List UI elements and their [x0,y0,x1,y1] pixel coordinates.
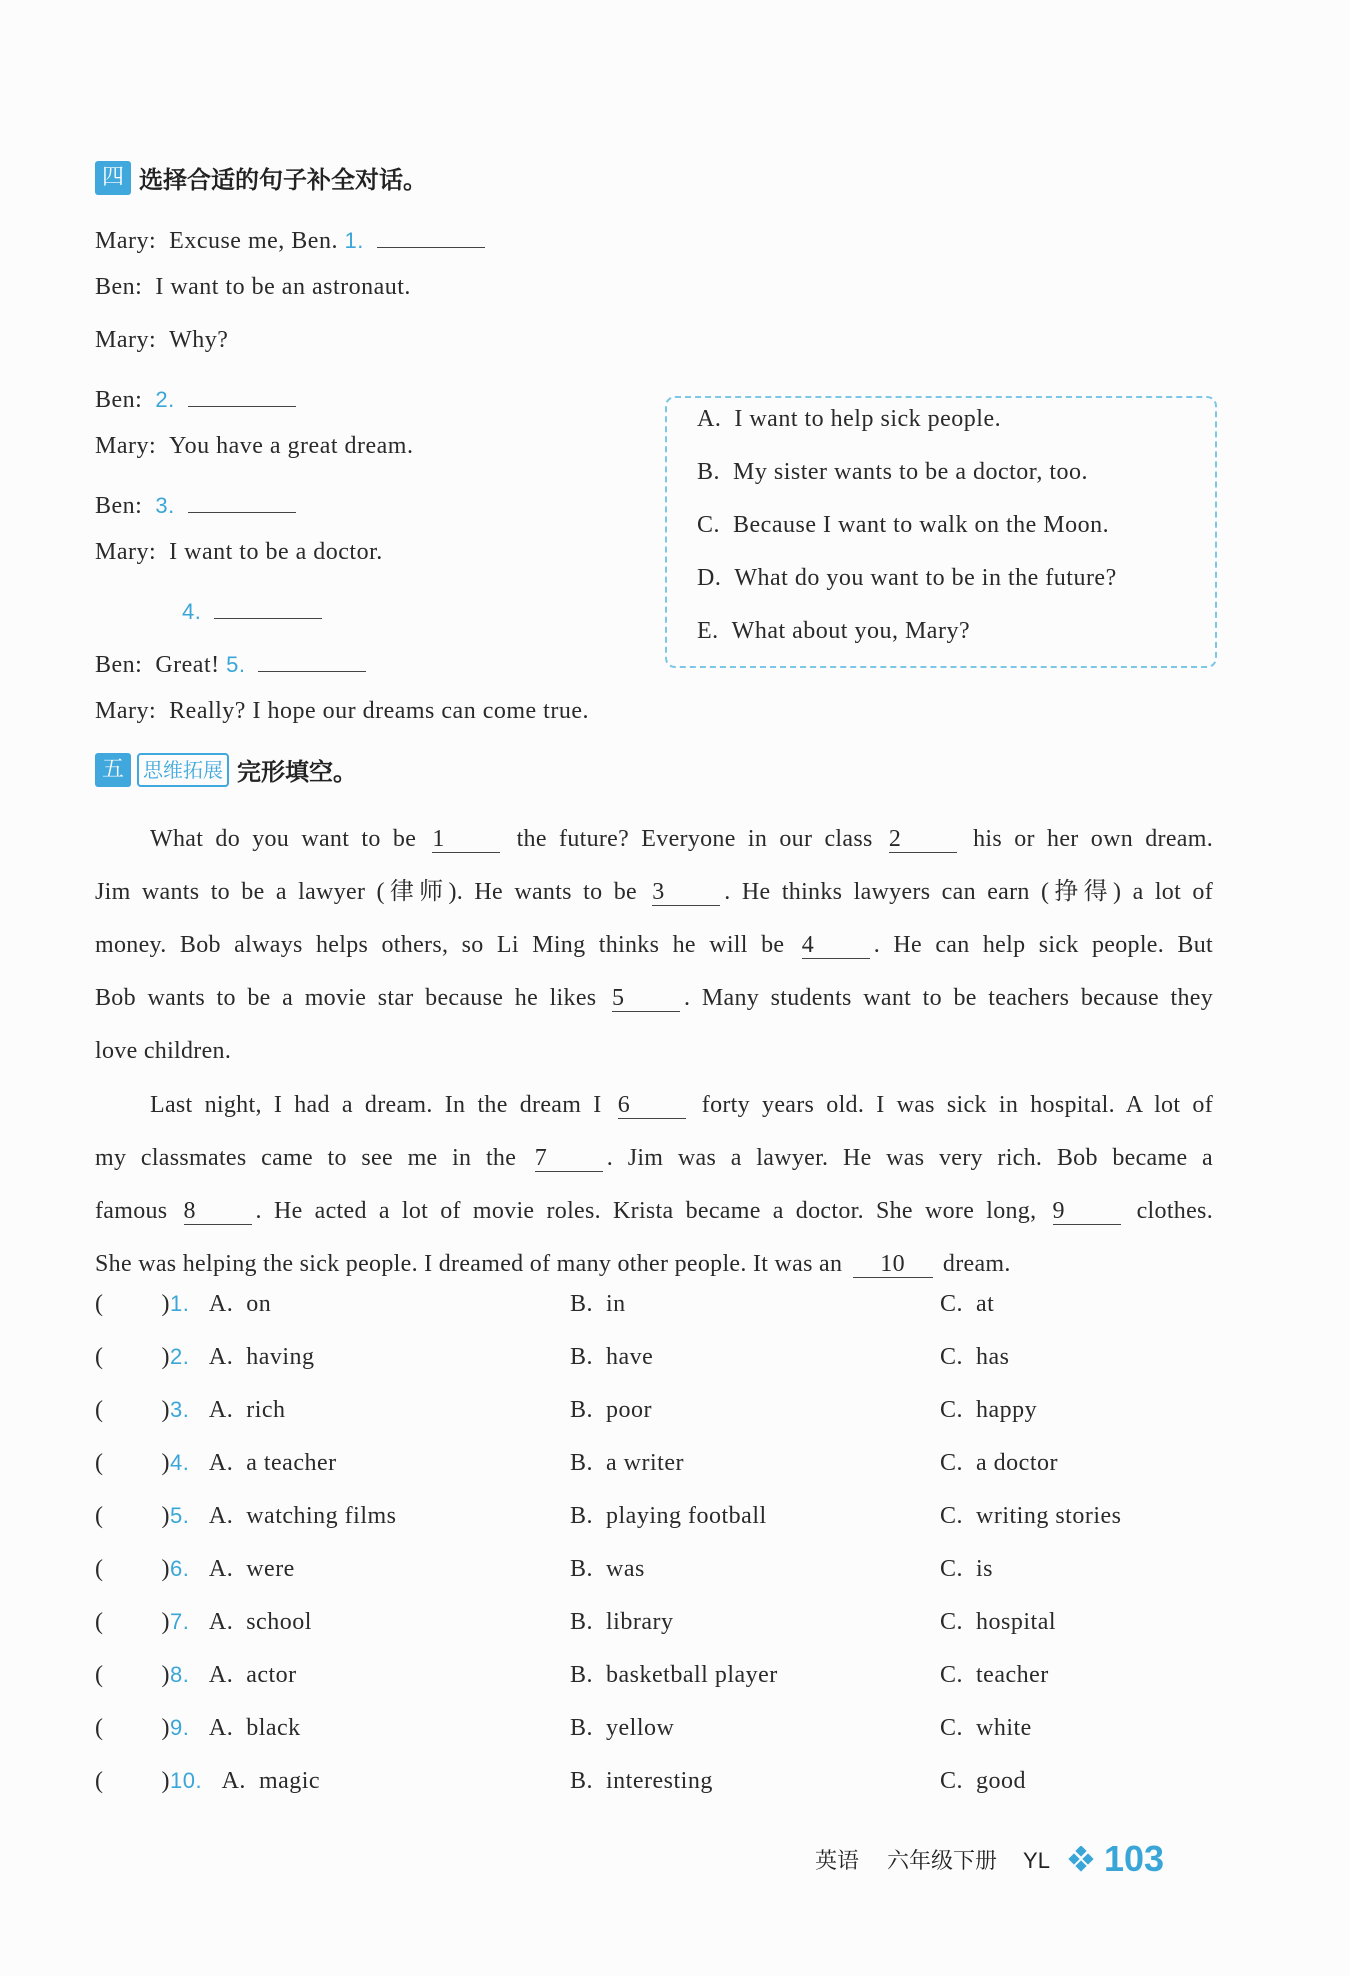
question-option-b[interactable] [570,1715,674,1742]
cloze-blank[interactable]: 4 [802,932,870,959]
question-option-c[interactable] [940,1609,1056,1636]
passage-text: the future? Everyone in our class [504,826,885,852]
question-option-b[interactable] [570,1344,653,1371]
speaker-label: Mary: [95,698,157,724]
blank-number: 2. [155,387,175,412]
option-a[interactable]: a teacher [246,1450,337,1476]
option-b-label: B. [570,1503,594,1529]
passage-text: love children. [95,1038,232,1064]
speaker-label: Ben: [95,387,143,413]
option-c[interactable]: good [976,1768,1027,1794]
passage-text: Jim wants to be a lawyer (律师). He wants to be [95,879,649,905]
option-c[interactable]: is [976,1556,994,1582]
option-c-label: C. [940,1344,964,1370]
footer-grade: 六年级下册 [887,1849,998,1874]
option-a[interactable]: actor [246,1662,297,1688]
paren-close: ) [161,1715,170,1741]
speaker-label: Ben: [95,274,143,300]
option-a-label: A. [208,1556,234,1582]
dialogue-line [95,645,366,679]
question-row [95,1291,271,1318]
paren-close: ) [161,1450,170,1476]
question-option-c[interactable] [940,1503,1122,1530]
question-row [95,1450,337,1477]
option-c[interactable]: at [976,1291,995,1317]
dialogue-line [95,380,296,414]
paren-open: ( [95,1503,104,1529]
answer-blank[interactable] [377,221,485,248]
blank-number: 1. [344,228,364,253]
question-number: 1. [170,1291,190,1316]
option-a-label: A. [208,1503,234,1529]
question-option-b[interactable] [570,1503,767,1530]
passage-line [95,1025,1213,1078]
passage-line [150,813,1213,866]
question-option-c[interactable] [940,1715,1032,1742]
option-letter: C. [697,512,721,538]
passage-line [150,1079,1213,1132]
passage-text: . He acted a lot of movie roles. Krista became a doctor. She wore long, [255,1198,1049,1224]
paren-open: ( [95,1397,104,1423]
option-text: What about you, Mary? [731,618,971,644]
question-option-b[interactable] [570,1768,713,1795]
answer-blank[interactable] [214,592,322,619]
dialogue-line [95,539,389,566]
passage-text: She was helping the sick people. I dreamed of many other people. It was an [95,1251,849,1277]
passage-line [95,1238,1213,1291]
option-item [697,565,1117,592]
dialogue-line [95,221,485,255]
option-c[interactable]: teacher [976,1662,1049,1688]
passage-text: forty years old. I was sick in hospital. A lot of [689,1092,1214,1118]
paren-open: ( [95,1556,104,1582]
cloze-blank[interactable]: 3 [652,879,720,906]
blank-number: 3. [155,493,175,518]
option-item [697,459,1088,486]
option-c-label: C. [940,1768,964,1794]
blank-number: 5. [226,652,246,677]
option-b[interactable]: playing football [606,1503,767,1529]
option-a[interactable]: magic [258,1768,321,1794]
passage-text: . He thinks lawyers can earn (挣得) a lot of [724,879,1213,905]
paren-open: ( [95,1291,104,1317]
speaker-label: Mary: [95,433,157,459]
option-item [697,406,1001,433]
question-option-c[interactable] [940,1397,1037,1424]
option-c-label: C. [940,1450,964,1476]
option-c-label: C. [940,1291,964,1317]
passage-line [95,972,1213,1025]
question-option-c[interactable] [940,1450,1058,1477]
option-c[interactable]: hospital [976,1609,1057,1635]
option-letter: D. [697,565,722,591]
section-4-title: 选择合适的句子补全对话。 [139,166,427,194]
question-option-c[interactable] [940,1556,993,1583]
question-number: 5. [170,1503,190,1528]
option-a[interactable]: were [246,1556,295,1582]
option-c-label: C. [940,1503,964,1529]
question-option-b[interactable] [570,1450,684,1477]
option-item [697,618,970,645]
option-letter: E. [697,618,719,644]
paren-open: ( [95,1715,104,1741]
option-a-label: A. [208,1662,234,1688]
footer-edition: YL [1023,1848,1050,1873]
option-c[interactable]: a doctor [976,1450,1058,1476]
question-option-b[interactable] [570,1397,652,1424]
question-number: 6. [170,1556,190,1581]
option-b[interactable]: in [606,1291,626,1317]
footer-subject: 英语 [815,1849,860,1874]
dialogue-line [95,698,596,725]
option-c[interactable]: writing stories [976,1503,1122,1529]
option-b-label: B. [570,1609,594,1635]
passage-text: famous [95,1198,180,1224]
passage-text: his or her own dream. [960,826,1213,852]
answer-blank[interactable] [188,486,296,513]
question-row [95,1397,286,1424]
option-b[interactable]: was [606,1556,645,1582]
cloze-blank[interactable]: 5 [612,985,680,1012]
dialogue-line [95,327,235,354]
passage-line [95,1185,1213,1238]
passage-text: . He can help sick people. But [873,932,1213,958]
paren-close: ) [161,1344,170,1370]
speaker-label: Mary: [95,228,157,254]
section-4-header [95,160,427,195]
cloze-blank[interactable]: 2 [889,826,957,853]
option-a-label: A. [208,1291,234,1317]
option-b-label: B. [570,1556,594,1582]
option-a-label: A. [221,1768,246,1794]
section-5-title: 完形填空。 [237,758,357,786]
option-c[interactable]: white [976,1715,1032,1741]
question-number: 3. [170,1397,190,1422]
answer-blank[interactable] [258,645,366,672]
option-a[interactable]: watching films [246,1503,397,1529]
question-row [95,1768,320,1795]
paren-close: ) [161,1662,170,1688]
option-text: What do you want to be in the future? [734,565,1117,591]
option-a-label: A. [208,1397,234,1423]
passage-text: Bob wants to be a movie star because he likes [95,985,608,1011]
passage-line [95,919,1213,972]
paren-close: ) [161,1291,170,1317]
question-number: 8. [170,1662,190,1687]
option-b[interactable]: a writer [606,1450,684,1476]
question-row [95,1715,301,1742]
option-b-label: B. [570,1662,594,1688]
passage-text: . Many students want to be teachers because they [683,985,1213,1011]
speaker-label: Ben: [95,493,143,519]
option-text: My sister wants to be a doctor, too. [733,459,1088,485]
dialogue-line [95,274,417,301]
passage-text: money. Bob always helps others, so Li Ming thinks he will be [95,932,798,958]
dialogue-text: You have a great dream. [169,433,414,459]
page-number: 103 [1103,1838,1165,1879]
section-5-header [95,752,357,787]
option-c-label: C. [940,1556,964,1582]
passage-text: clothes. [1124,1198,1213,1224]
section-4-badge: 四 [95,161,131,195]
option-a[interactable]: having [246,1344,315,1370]
option-letter: A. [697,406,722,432]
option-b-label: B. [570,1768,594,1794]
option-b[interactable]: poor [606,1397,653,1423]
thinking-tag: 思维拓展 [137,753,229,787]
paren-close: ) [161,1768,170,1794]
answer-blank[interactable] [188,380,296,407]
passage-text: . Jim was a lawyer. He was very rich. Bob became a [606,1145,1213,1171]
paren-open: ( [95,1344,104,1370]
passage-line [95,866,1213,919]
paren-close: ) [161,1609,170,1635]
option-c-label: C. [940,1715,964,1741]
option-c[interactable]: happy [976,1397,1038,1423]
cloze-blank[interactable]: 6 [618,1092,686,1119]
option-b-label: B. [570,1344,594,1370]
question-option-c[interactable] [940,1768,1026,1795]
option-a[interactable]: on [246,1291,272,1317]
option-b[interactable]: library [606,1609,674,1635]
option-b-label: B. [570,1291,594,1317]
option-b[interactable]: yellow [606,1715,675,1741]
paren-close: ) [161,1556,170,1582]
option-c-label: C. [940,1662,964,1688]
question-number: 7. [170,1609,190,1634]
dialogue-line [95,486,296,520]
question-option-c[interactable] [940,1291,994,1318]
option-text: Because I want to walk on the Moon. [733,512,1110,538]
question-number: 10. [170,1768,203,1793]
question-row [95,1609,312,1636]
option-a[interactable]: black [246,1715,301,1741]
question-option-c[interactable] [940,1662,1049,1689]
paren-open: ( [95,1450,104,1476]
option-item [697,512,1109,539]
option-a-label: A. [208,1609,234,1635]
option-letter: B. [697,459,721,485]
dialogue-text: Really? I hope our dreams can come true. [169,698,589,724]
option-c-label: C. [940,1397,964,1423]
question-row [95,1556,295,1583]
dialogue-text: I want to be a doctor. [169,539,383,565]
passage-text: my classmates came to see me in the [95,1145,531,1171]
speaker-label: Mary: [95,327,157,353]
dialogue-text: Why? [169,327,229,353]
option-text: I want to help sick people. [734,406,1002,432]
question-number: 9. [170,1715,190,1740]
option-c[interactable]: has [976,1344,1010,1370]
option-c-label: C. [940,1609,964,1635]
diamond-icon [1068,1846,1094,1872]
option-b-label: B. [570,1715,594,1741]
option-b[interactable]: basketball player [606,1662,778,1688]
cloze-blank[interactable]: 10 [853,1251,933,1278]
option-a-label: A. [208,1715,234,1741]
blank-number: 4. [182,599,202,624]
option-a-label: A. [208,1344,234,1370]
speaker-label: Mary: [95,539,157,565]
passage-text: Last night, I had a dream. In the dream I [150,1092,614,1118]
dialogue-line [95,433,420,460]
option-b-label: B. [570,1397,594,1423]
dialogue-text: Excuse me, Ben. [169,228,338,254]
paren-close: ) [161,1503,170,1529]
section-5-badge: 五 [95,753,131,787]
passage-text: dream. [936,1251,1011,1277]
question-row [95,1503,397,1530]
cloze-blank[interactable]: 9 [1053,1198,1121,1225]
speaker-label: Ben: [95,652,143,678]
dialogue-text: Great! [155,652,220,678]
question-option-b[interactable] [570,1556,645,1583]
question-option-b[interactable] [570,1662,778,1689]
question-number: 4. [170,1450,190,1475]
question-option-b[interactable] [570,1609,674,1636]
question-number: 2. [170,1344,190,1369]
option-a-label: A. [208,1450,234,1476]
cloze-blank[interactable]: 8 [184,1198,252,1225]
paren-open: ( [95,1768,104,1794]
dialogue-line [182,592,322,626]
paren-close: ) [161,1397,170,1423]
paren-open: ( [95,1609,104,1635]
dialogue-text: I want to be an astronaut. [155,274,411,300]
option-b[interactable]: have [606,1344,654,1370]
question-option-c[interactable] [940,1344,1010,1371]
option-a[interactable]: rich [246,1397,286,1423]
question-row [95,1344,315,1371]
paren-open: ( [95,1662,104,1688]
option-a[interactable]: school [246,1609,312,1635]
cloze-blank[interactable]: 7 [535,1145,603,1172]
question-row [95,1662,297,1689]
footer [815,1838,1164,1880]
option-b-label: B. [570,1450,594,1476]
question-option-b[interactable] [570,1291,626,1318]
passage-text: What do you want to be [150,826,429,852]
cloze-blank[interactable]: 1 [432,826,500,853]
option-b[interactable]: interesting [606,1768,713,1794]
passage-line [95,1132,1213,1185]
